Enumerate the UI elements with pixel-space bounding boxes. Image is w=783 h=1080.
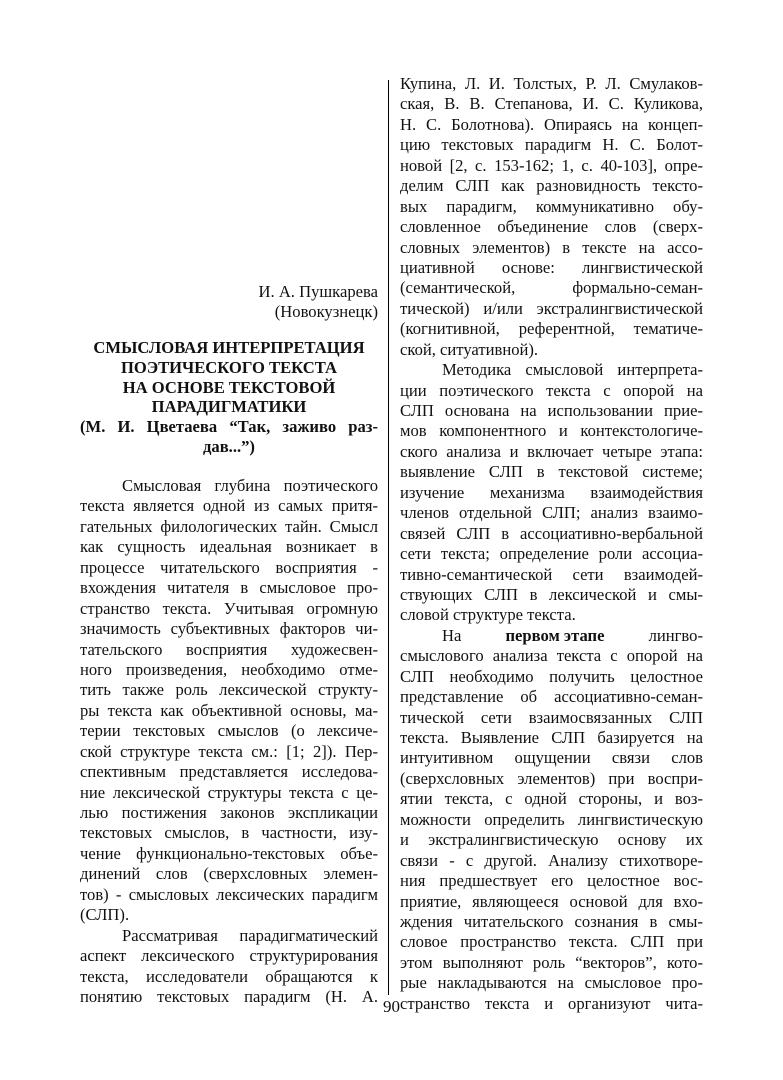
text-line: (когнитивной, референтной, тематиче-	[400, 319, 703, 339]
author-city: (Новокузнецк)	[274, 302, 378, 322]
article-title	[80, 338, 378, 457]
text-line: аспект лексического структурирования	[80, 946, 378, 966]
text-line: текста. Выявление СЛП базируется на	[400, 728, 703, 747]
title-line: ПАРАДИГМАТИКИ	[151, 397, 307, 417]
text-line: словленное объединение слов (сверх-	[400, 217, 703, 237]
text-line: чение функционально-текстовых объе-	[80, 843, 378, 863]
stage-line-post: лингво-	[648, 625, 703, 645]
text-line: ской, ситуативной).	[400, 339, 539, 359]
text-line: ры текста как объективной основы, ма-	[80, 700, 378, 720]
text-line: тательского восприятия художесвен-	[80, 639, 378, 659]
text-line: изучение механизма взаимодействия	[400, 482, 703, 502]
text-line: ции поэтического текста с опорой на	[400, 380, 703, 400]
title-line: (М. И. Цветаева “Так, заживо раз-	[80, 417, 378, 437]
text-line: мов компонентного и контекстологиче-	[400, 421, 703, 441]
text-line: (семантической, формально-семан-	[400, 278, 703, 298]
right-column	[400, 74, 703, 1014]
text-line: циативной основе: лингвистической	[400, 257, 703, 277]
text-line: текстовых смыслов, в частности, изу-	[80, 823, 378, 843]
title-line: НА ОСНОВЕ ТЕКСТОВОЙ	[122, 377, 336, 397]
text-line: Н. С. Болотнова). Опираясь на концеп-	[400, 114, 703, 134]
stage-line-bold: первом этапе	[505, 625, 605, 645]
text-line: Купина, Л. И. Толстых, Р. Л. Смулаков-	[400, 74, 703, 93]
text-line: тить также роль лексической структу-	[80, 680, 378, 700]
text-line: Рассматривая парадигматический	[122, 925, 378, 945]
text-line: интуитивном ощущении связи слов	[400, 748, 703, 768]
text-line: лью постижения законов экспликации	[80, 803, 378, 822]
text-line: тической) и/или экстралингвистической	[400, 298, 703, 318]
page-number: 90	[383, 997, 400, 1016]
text-line: делим СЛП как разновидность тексто-	[400, 176, 703, 196]
text-line: словое пространство текста. СЛП при	[400, 932, 703, 952]
text-line: рые накладываются на смысловое про-	[400, 973, 703, 993]
text-line: и экстралингвистическую основу их	[400, 830, 703, 850]
text-line: ждения читательского сознания в смы-	[400, 911, 703, 931]
text-line: процессе читательского восприятия -	[80, 557, 378, 577]
text-line: Смысловая глубина поэтического	[122, 476, 378, 495]
text-line: странство текста. Учитывая огромную	[80, 598, 378, 618]
text-line: Методика смысловой интерпрета-	[442, 360, 703, 380]
text-line: словой структуре текста.	[400, 605, 576, 625]
text-line: текста является одной из самых притя-	[80, 496, 378, 516]
text-line: тической сети взаимосвязанных СЛП	[400, 707, 703, 727]
left-body-text	[80, 476, 378, 1007]
text-line: ская, В. В. Степанова, И. С. Куликова,	[400, 94, 703, 114]
text-line: тов) - смысловых лексических парадигм	[80, 884, 378, 904]
text-line: динений слов (сверхсловных элемен-	[80, 864, 378, 884]
text-line: этом выполняют роль “векторов”, кото-	[400, 952, 703, 972]
author-block	[80, 282, 378, 323]
text-line: как сущность идеальная возникает в	[80, 537, 378, 557]
text-line: вых парадигм, коммуникативно обу-	[400, 196, 703, 216]
text-line: ского анализа и включает четыре этапа:	[400, 441, 703, 461]
title-line: дав...”)	[203, 436, 255, 456]
text-line: странство текста и организуют чита-	[400, 993, 703, 1013]
text-line: значимость субъективных факторов чи-	[80, 619, 378, 639]
text-line: словных элементов) в тексте на ассо-	[400, 237, 703, 257]
author-name: И. А. Пушкарева	[258, 282, 378, 301]
text-line: ствующих СЛП в лексической и смы-	[400, 584, 703, 604]
stage-line	[400, 626, 703, 646]
text-line: смыслового анализа текста с опорой на	[400, 646, 703, 666]
text-line: членов отдельной СЛП; анализ взаимо-	[400, 503, 703, 523]
text-line: связей СЛП в ассоциативно-вербальной	[400, 523, 703, 543]
text-line: представление об ассоциативно-семан-	[400, 687, 703, 707]
title-line: СМЫСЛОВАЯ ИНТЕРПРЕТАЦИЯ	[93, 338, 365, 357]
text-line: СЛП основана на использовании прие-	[400, 401, 703, 420]
text-line: цию текстовых парадигм Н. С. Болот-	[400, 135, 703, 155]
text-line: выявление СЛП в текстовой системе;	[400, 462, 703, 482]
text-line: (СЛП).	[80, 905, 130, 925]
text-line: приятие, являющееся основой для вхо-	[400, 891, 703, 911]
text-line: вхождения читателя в смысловое про-	[80, 578, 378, 598]
text-line: сети текста; определение роли ассоциа-	[400, 544, 703, 564]
text-line: связи - с другой. Анализу стихотворе-	[400, 850, 703, 870]
text-line: новой [2, с. 153-162; 1, с. 40-103], опре-	[400, 155, 703, 175]
text-line: ние лексической структуры текста с це-	[80, 782, 378, 802]
text-line: понятию текстовых парадигм (Н. А.	[80, 986, 378, 1006]
text-line: тивно-семантической сети взаимодей-	[400, 564, 703, 584]
column-divider	[388, 80, 389, 995]
text-line: текста, исследователи обращаются к	[80, 966, 378, 986]
text-line: (сверхсловных элементов) при воспри-	[400, 768, 703, 788]
text-line: СЛП необходимо получить целостное	[400, 666, 703, 686]
stage-line-pre: На	[442, 625, 462, 645]
text-line: можности определить лингвистическую	[400, 809, 703, 829]
text-line: терии текстовых смыслов (о лексиче-	[80, 721, 378, 741]
title-line: ПОЭТИЧЕСКОГО ТЕКСТА	[121, 357, 337, 377]
text-line: ской структуре текста см.: [1; 2]). Пер-	[80, 741, 378, 761]
text-line: ного произведения, необходимо отме-	[80, 659, 378, 679]
text-line: гательных филологических тайн. Смысл	[80, 516, 378, 536]
text-line: спективным представляется исследова-	[80, 762, 378, 782]
text-line: ния предшествует его целостное вос-	[400, 871, 703, 891]
text-line: ятии текста, с одной стороны, и воз-	[400, 789, 703, 809]
